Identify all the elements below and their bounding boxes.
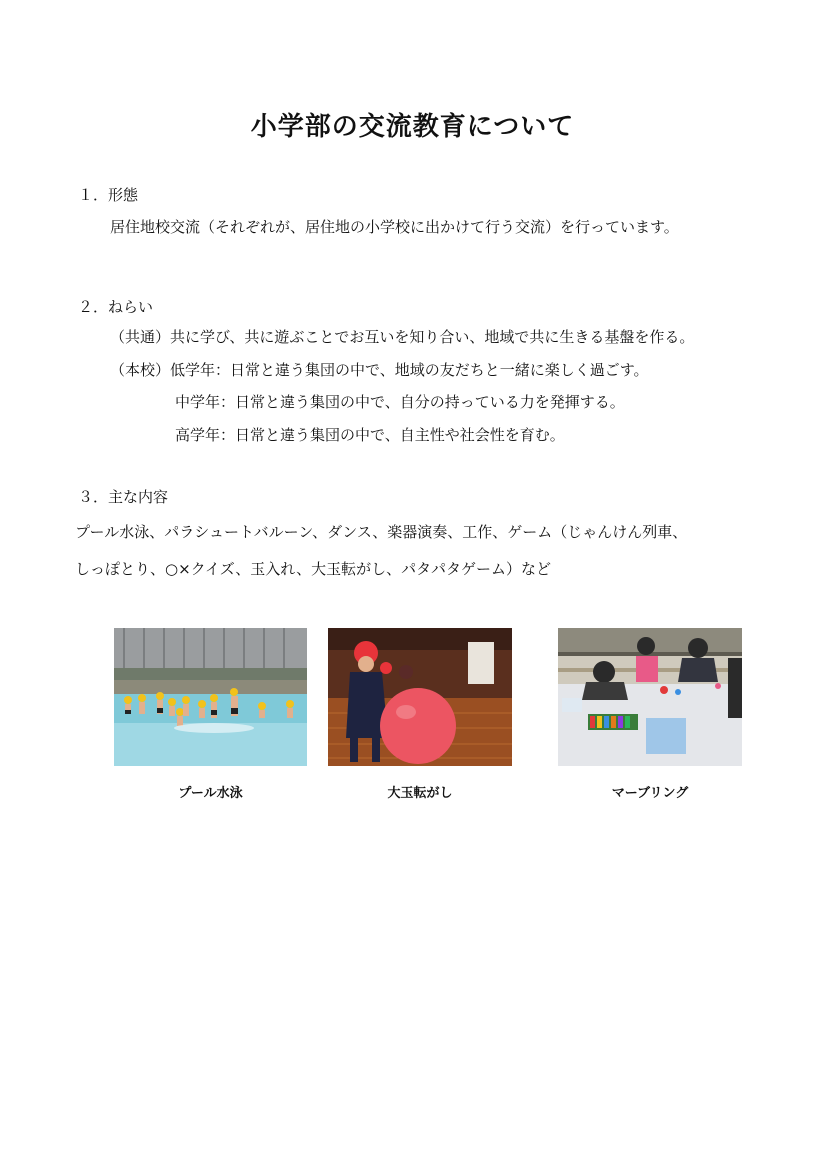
marbling-photo [558, 628, 742, 766]
big-ball-caption: 大玉転がし [387, 786, 453, 801]
section-1-heading: １．形態 [78, 186, 139, 204]
aim-lower-grades: （本校）低学年：日常と違う集団の中で、地域の友だちと一緒に楽しく過ごす。 [110, 361, 649, 379]
pool-swimming-caption: プール水泳 [178, 786, 243, 801]
section-2-heading: ２．ねらい [78, 298, 154, 316]
big-ball-photo [328, 628, 512, 766]
page-title: 小学部の交流教育について [250, 112, 575, 142]
section-1-text: 居住地校交流（それぞれが、居住地の小学校に出かけて行う交流）を行っています。 [110, 218, 679, 236]
activities-line-2: しっぽとり、○×クイズ、玉入れ、大玉転がし、パタパタゲーム）など [75, 560, 551, 578]
pool-swimming-photo [114, 628, 307, 766]
activities-line-1: プール水泳、パラシュートバルーン、ダンス、楽器演奏、工作、ゲーム（じゃんけん列車、 [75, 523, 688, 541]
section-3-heading: ３．主な内容 [78, 488, 169, 506]
aim-upper-grades: 高学年：日常と違う集団の中で、自主性や社会性を育む。 [175, 426, 565, 444]
marbling-caption: マーブリング [611, 786, 689, 801]
aim-middle-grades: 中学年：日常と違う集団の中で、自分の持っている力を発揮する。 [175, 393, 625, 411]
aim-common: （共通）共に学び、共に遊ぶことでお互いを知り合い、地域で共に生きる基盤を作る。 [110, 328, 695, 346]
